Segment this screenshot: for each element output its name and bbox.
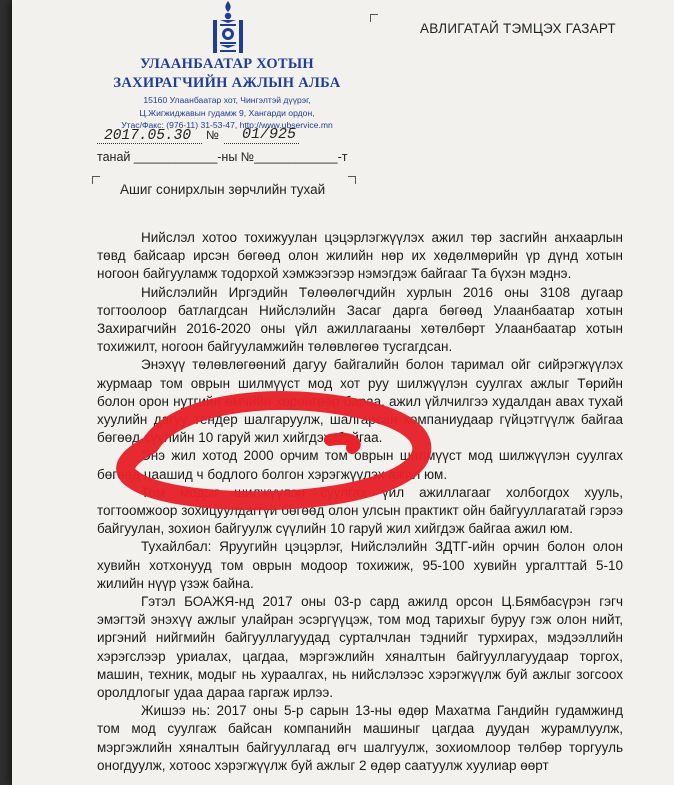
paragraph-3: Энэхүү төлөвлөгөөний дагуу байгалийн болон таримал ойг сийрэгжүүлэх журмаар том оврын шилмүүст мод хот руу шилжүүлэн суулгах ажлыг Төрийн болон орон нутгийн өмчийн хөрөнгөөр бараа, ажил үйлчилгээ худалдан авах тухай хуулийн дагуу тендер шалгаруулж, шалгарсан компаниудаар гүйцэтгүүлж байгаа бөгөөд сүүлийн 10 гаруй жил хийгдэж байгаа. — [97, 357, 623, 446]
address-line-3: Утас/Факс: (976-11) 31-53-47, http://www.ubservice.mn — [121, 120, 333, 130]
reference-number-label: № — [206, 128, 219, 142]
subject-corner-right — [348, 176, 356, 184]
organization-name — [107, 55, 347, 93]
recipient: АВЛИГАТАЙ ТЭМЦЭХ ГАЗАРТ — [420, 21, 616, 36]
reference-number: 01/925 — [242, 126, 297, 143]
letter-page — [12, 0, 674, 785]
org-line-1: УЛААНБААТАР ХОТЫН — [139, 56, 315, 72]
date-underline — [97, 143, 202, 144]
org-line-2: ЗАХИРАГЧИЙН АЖЛЫН АЛБА — [113, 75, 341, 91]
organization-address — [107, 94, 347, 132]
paragraph-6: Тухайлбал: Яруугийн цэцэрлэг, Нийслэлийн ЗДТГ-ийн орчин болон олон хувийн хотхонууд том оврын модоор тохижиж, 95-100 хувийн ургалттай 5-10 жилийн нүүр үзэж байна. — [97, 539, 623, 591]
letter-body — [97, 229, 623, 775]
paragraph-2: Нийслэлийн Иргэдийн Төлөөлөгчдийн хурлын 2016 оны 3108 дугаар тогтоолоор батлагдсан Нийслэлийн Засаг дарга бөгөөд Улаанбаатар хотын Захирагчийн 2016-2020 оны үйл ажиллагааны хөтөлбөрт Улаанбаатар хотын тохижилт, ногоон байгууламжийн төлөвлөгөө тусгагдсан. — [97, 284, 623, 355]
paragraph-1: Нийслэл хотоо тохижуулан цэцэрлэгжүүлэх ажил төр засгийн анхаарлын төвд байсаар ирсэн бөгөөд олон жилийн нөр их хөдөлмөрийн үр дүнд хотын ногоон байгууламж тодорхой хэмжээгээр нэмэгдэж байгааг Та бүхэн мэднэ. — [97, 230, 623, 282]
subject-corner-left — [92, 176, 100, 184]
paragraph-5: Том модыг шилжүүлэн суулгах үйл ажиллагааг холбогдох хууль, тогтоомжоор зохицуулдаггүй бөгөөд олон улсын практикт ойн байгууллагатай гэрээ байгуулан, зохион байгуулж сүүлийн 10 гаруй жил хийгдэж байгаа ажил юм. — [97, 484, 623, 537]
paragraph-4: Энэ жил хотод 2000 орчим том оврын шилмүүст мод шилжүүлэн суулгах бөгөөд цаашид ч бодлого болгон хэрэгжүүлэх ажил юм. — [97, 448, 623, 482]
soyombo-emblem-icon — [207, 0, 249, 58]
paragraph-7: Гэтэл БОАЖЯ-нд 2017 оны 03-р сард ажилд орсон Ц.Бямбасүрэн гэгч эмэгтэй энэхүү ажлыг улайран эсэргүүцэж, том мод тарихыг буруу гэж олон нийт, иргэний нийгмийн байгууллагуудад сурталчлан тэднийг турхирах, мэдээллийн хэрэгслээр уриалах, цагдаа, мэргэжлийн хяналтын байгууллагуудаар торгох, машин, техник, модыг нь хураалгах, нь нийслэлээс хэрэгжүүлж буй ажлыг зогсоох оролдлогыг удаа дараа гаргаж ирлээ. — [97, 594, 623, 701]
subject-line: Ашиг сонирхлын зөрчлийн тухай — [120, 182, 326, 197]
reference-date: 2017.05.30 — [104, 128, 192, 144]
address-line-1: 15160 Улаанбаатар хот, Чингэлтэй дүүрэг, — [143, 95, 311, 105]
recipient-corner-mark — [370, 14, 378, 22]
reply-reference-line: танай ____________-ны №____________-т — [97, 150, 348, 164]
paragraph-8: Жишээ нь: 2017 оны 5-р сарын 13-ны өдөр Махатма Гандийн гудамжинд том мод суулгаж байсан компанийн машиныг цагдаа дуудан журамлуулж, мэргэжлийн хяналтын байгууллагад өгч шалгуулж, зохиомлоор төлбөр торгууль оногдуулж, хотоос хэрэгжүүлж буй ажлыг 2 өдөр саатуулж хуулиар өөрт — [97, 703, 623, 773]
number-underline — [224, 143, 299, 144]
address-line-2: Ц.Жигжиджавын гудамж 9, Хангарди ордон, — [139, 107, 315, 118]
